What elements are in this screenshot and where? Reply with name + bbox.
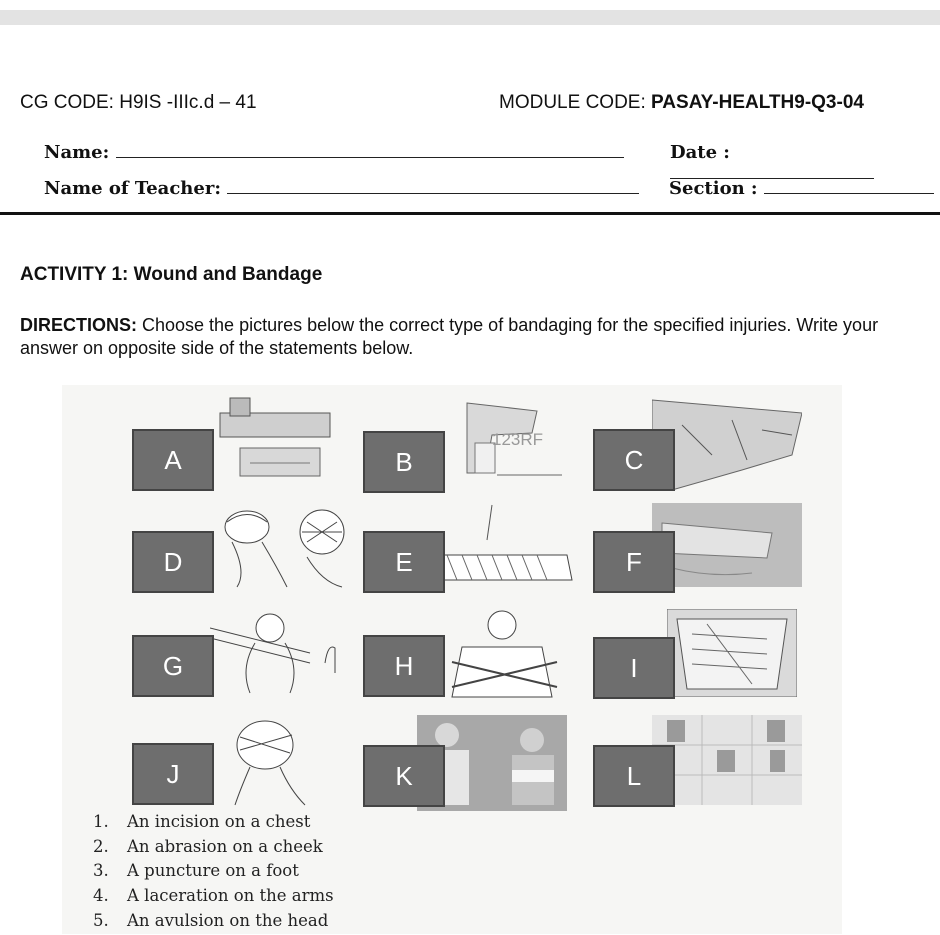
name-line[interactable] <box>116 143 624 158</box>
label-a: A <box>132 429 214 491</box>
top-bar <box>0 10 940 25</box>
date-line[interactable] <box>670 164 874 179</box>
item-text: An incision on a chest <box>127 812 311 831</box>
illustration-h <box>432 607 582 699</box>
illustration-a <box>210 393 340 503</box>
list-item <box>93 861 334 886</box>
section-label: Section : <box>669 178 758 199</box>
teacher-line[interactable] <box>227 179 639 194</box>
item-text: An abrasion on a cheek <box>127 836 323 856</box>
list-item <box>93 886 334 911</box>
module-code-label: MODULE CODE: <box>499 92 646 113</box>
cg-code: CG CODE: H9IS -IIIc.d – 41 <box>20 92 257 113</box>
date-label: Date : <box>670 142 730 163</box>
item-number: 5. <box>93 910 109 930</box>
illustration-i <box>667 609 797 697</box>
item-number: 1. <box>93 812 109 831</box>
label-i: I <box>593 637 675 699</box>
illustration-j <box>210 715 330 810</box>
label-j: J <box>132 743 214 805</box>
item-text: A laceration on the arms <box>127 886 334 906</box>
directions <box>20 314 935 360</box>
illustration-b <box>447 393 567 503</box>
label-k: K <box>363 745 445 807</box>
illustration-d <box>207 497 367 592</box>
header-divider <box>0 212 940 215</box>
list-item <box>93 911 334 935</box>
watermark-text: 123RF <box>492 430 544 449</box>
item-number: 4. <box>93 886 109 906</box>
illustration-g <box>210 603 360 698</box>
directions-label: DIRECTIONS: <box>20 315 137 335</box>
label-d: D <box>132 531 214 593</box>
teacher-field <box>44 178 639 199</box>
section-line[interactable] <box>764 179 934 194</box>
question-list <box>93 812 334 935</box>
label-h: H <box>363 635 445 697</box>
section-field <box>669 178 934 199</box>
label-l: L <box>593 745 675 807</box>
item-number: 3. <box>93 861 109 881</box>
label-e: E <box>363 531 445 593</box>
label-f: F <box>593 531 675 593</box>
label-c: C <box>593 429 675 491</box>
directions-text: Choose the pictures below the correct type of bandaging for the specified injuries. Write your answer on opposite side of the statements below. <box>20 315 879 358</box>
module-code-value: PASAY-HEALTH9-Q3-04 <box>651 92 864 113</box>
teacher-label: Name of Teacher: <box>44 178 221 199</box>
item-text: A puncture on a foot <box>127 861 299 881</box>
item-number: 2. <box>93 836 109 856</box>
module-code <box>499 92 864 114</box>
label-b: B <box>363 431 445 493</box>
list-item <box>93 812 334 837</box>
illustration-e <box>432 500 582 590</box>
list-item <box>93 837 334 862</box>
name-field <box>44 142 624 163</box>
label-g: G <box>132 635 214 697</box>
activity-title: ACTIVITY 1: Wound and Bandage <box>20 264 323 285</box>
item-text: An avulsion on the head <box>127 910 329 930</box>
name-label: Name: <box>44 142 110 163</box>
